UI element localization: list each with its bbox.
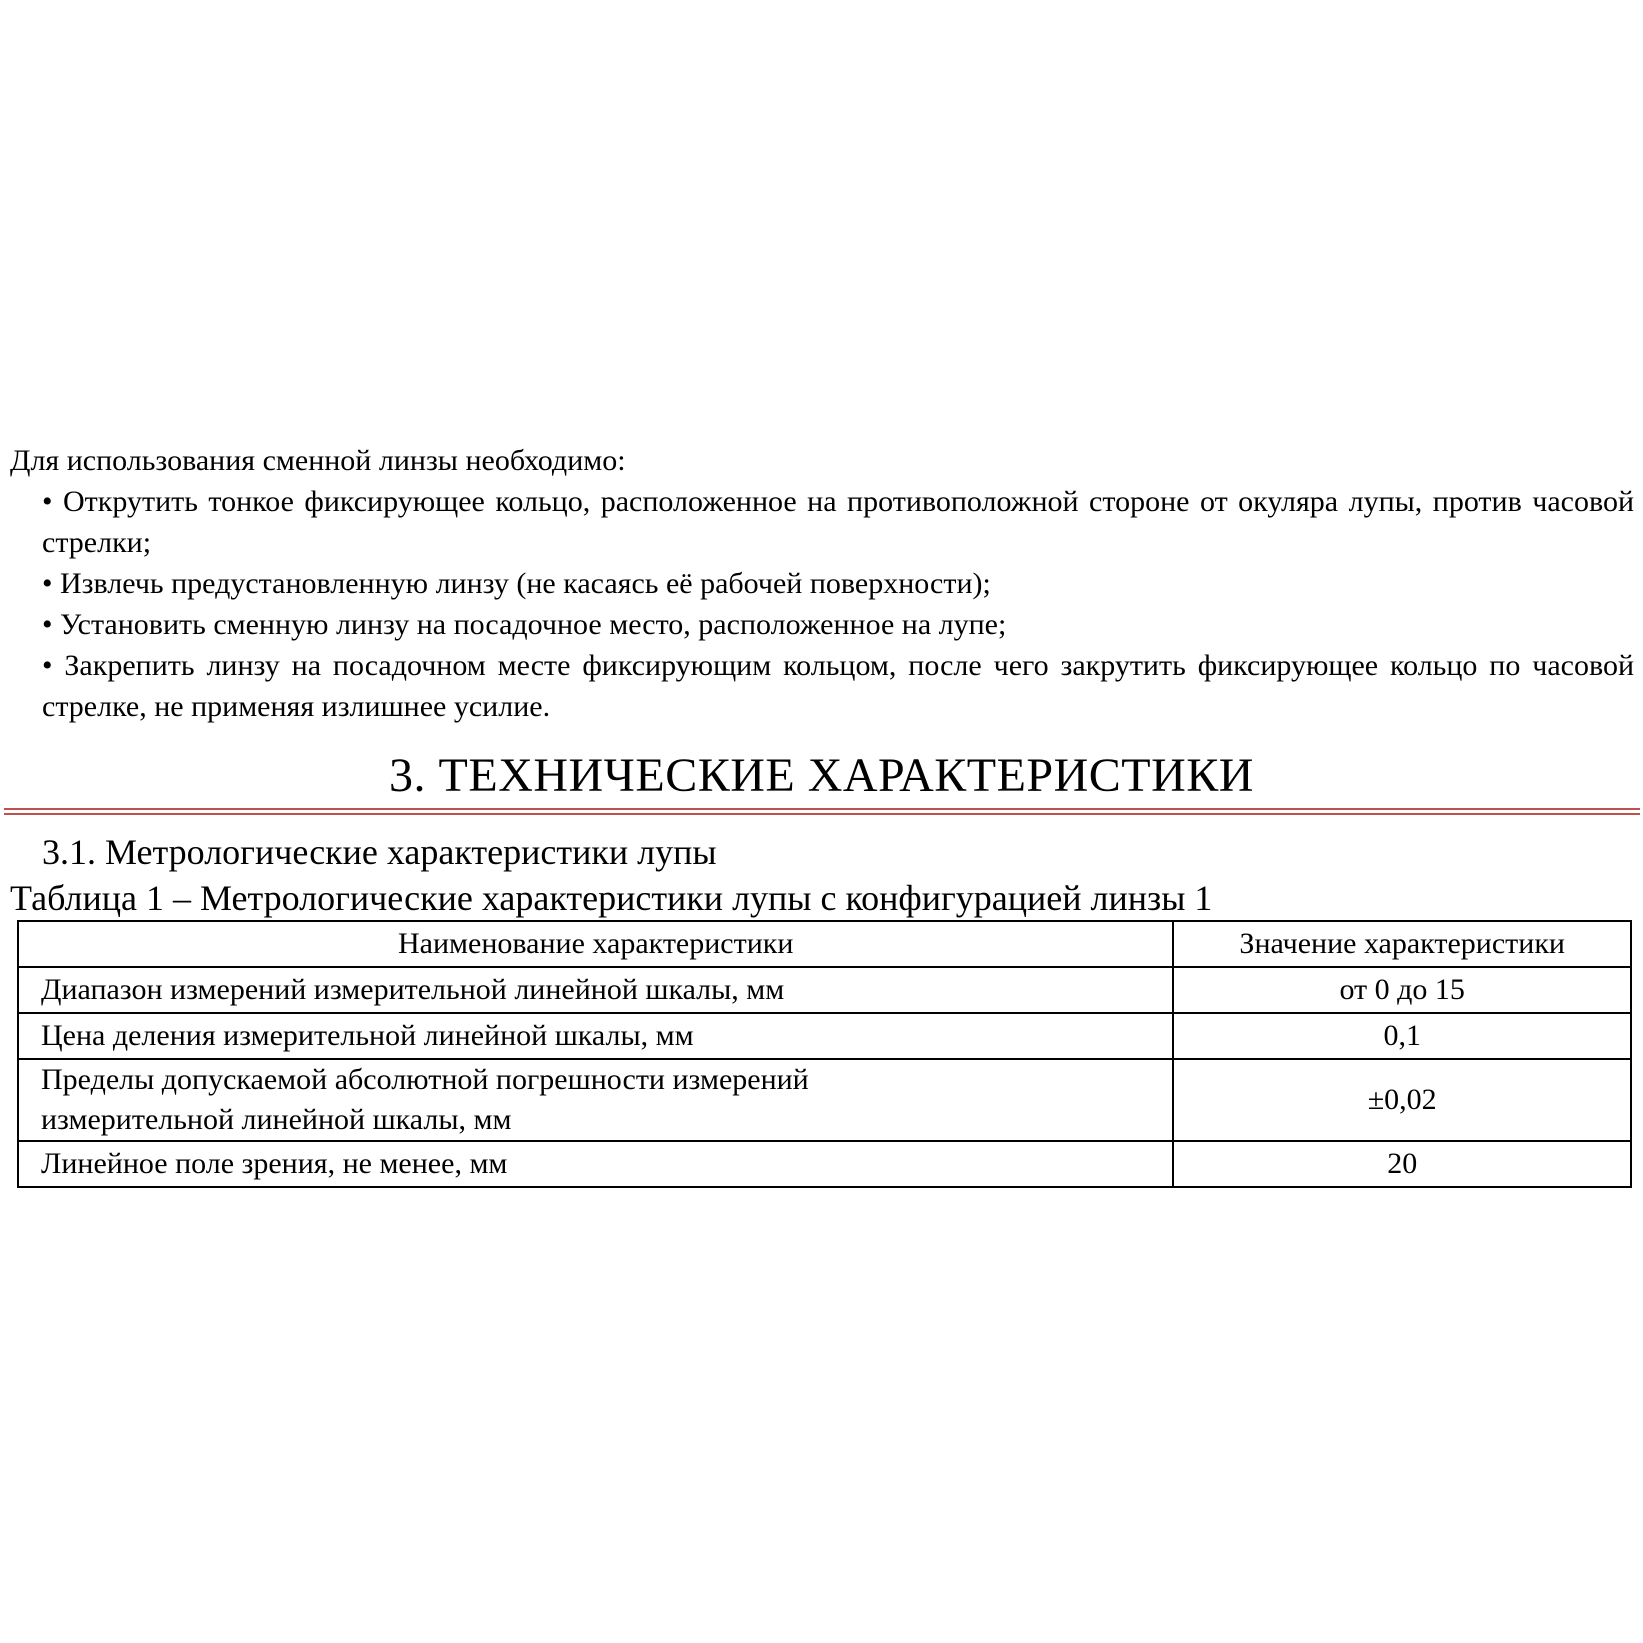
instruction-item: • Открутить тонкое фиксирующее кольцо, расположенное на противоположной стороне от окуляра лупы, против часовой стрелки;	[42, 485, 1634, 559]
instruction-list	[42, 481, 1634, 727]
row-value: от 0 до 15	[1173, 967, 1631, 1013]
specifications-table	[17, 920, 1632, 1188]
row-name: Линейное поле зрения, не менее, мм	[18, 1141, 1173, 1187]
instruction-item: • Закрепить линзу на посадочном месте фиксирующим кольцом, после чего закрутить фиксирующее кольцо по часовой стрелке, не применяя излишнее усилие.	[42, 649, 1634, 723]
row-name: Цена деления измерительной линейной шкалы, мм	[18, 1013, 1173, 1059]
row-name-line: измерительной линейной шкалы, мм	[41, 1103, 512, 1136]
row-name-line: Пределы допускаемой абсолютной погрешности измерений	[41, 1063, 809, 1096]
row-value: ±0,02	[1173, 1059, 1631, 1141]
section-divider-top	[4, 808, 1640, 810]
section-title: 3. ТЕХНИЧЕСКИЕ ХАРАКТЕРИСТИКИ	[389, 749, 1254, 802]
instruction-item: • Установить сменную линзу на посадочное место, расположенное на лупе;	[42, 608, 1007, 641]
header-value: Значение характеристики	[1173, 921, 1631, 967]
header-name: Наименование характеристики	[18, 921, 1173, 967]
row-value: 20	[1173, 1141, 1631, 1187]
row-value: 0,1	[1173, 1013, 1631, 1059]
section-divider-bottom	[4, 813, 1640, 815]
row-name: Диапазон измерений измерительной линейной шкалы, мм	[18, 967, 1173, 1013]
table-row	[18, 1141, 1631, 1187]
row-name	[18, 1059, 1173, 1141]
instruction-item: • Извлечь предустановленную линзу (не касаясь её рабочей поверхности);	[42, 567, 991, 600]
intro-text: Для использования сменной линзы необходимо:	[10, 444, 626, 477]
table-header-row	[18, 921, 1631, 967]
table-caption: Таблица 1 – Метрологические характеристики лупы с конфигурацией линзы 1	[10, 878, 1213, 918]
subsection-title: 3.1. Метрологические характеристики лупы	[42, 832, 717, 872]
table-row	[18, 967, 1631, 1013]
table-row	[18, 1013, 1631, 1059]
table-row	[18, 1059, 1631, 1141]
